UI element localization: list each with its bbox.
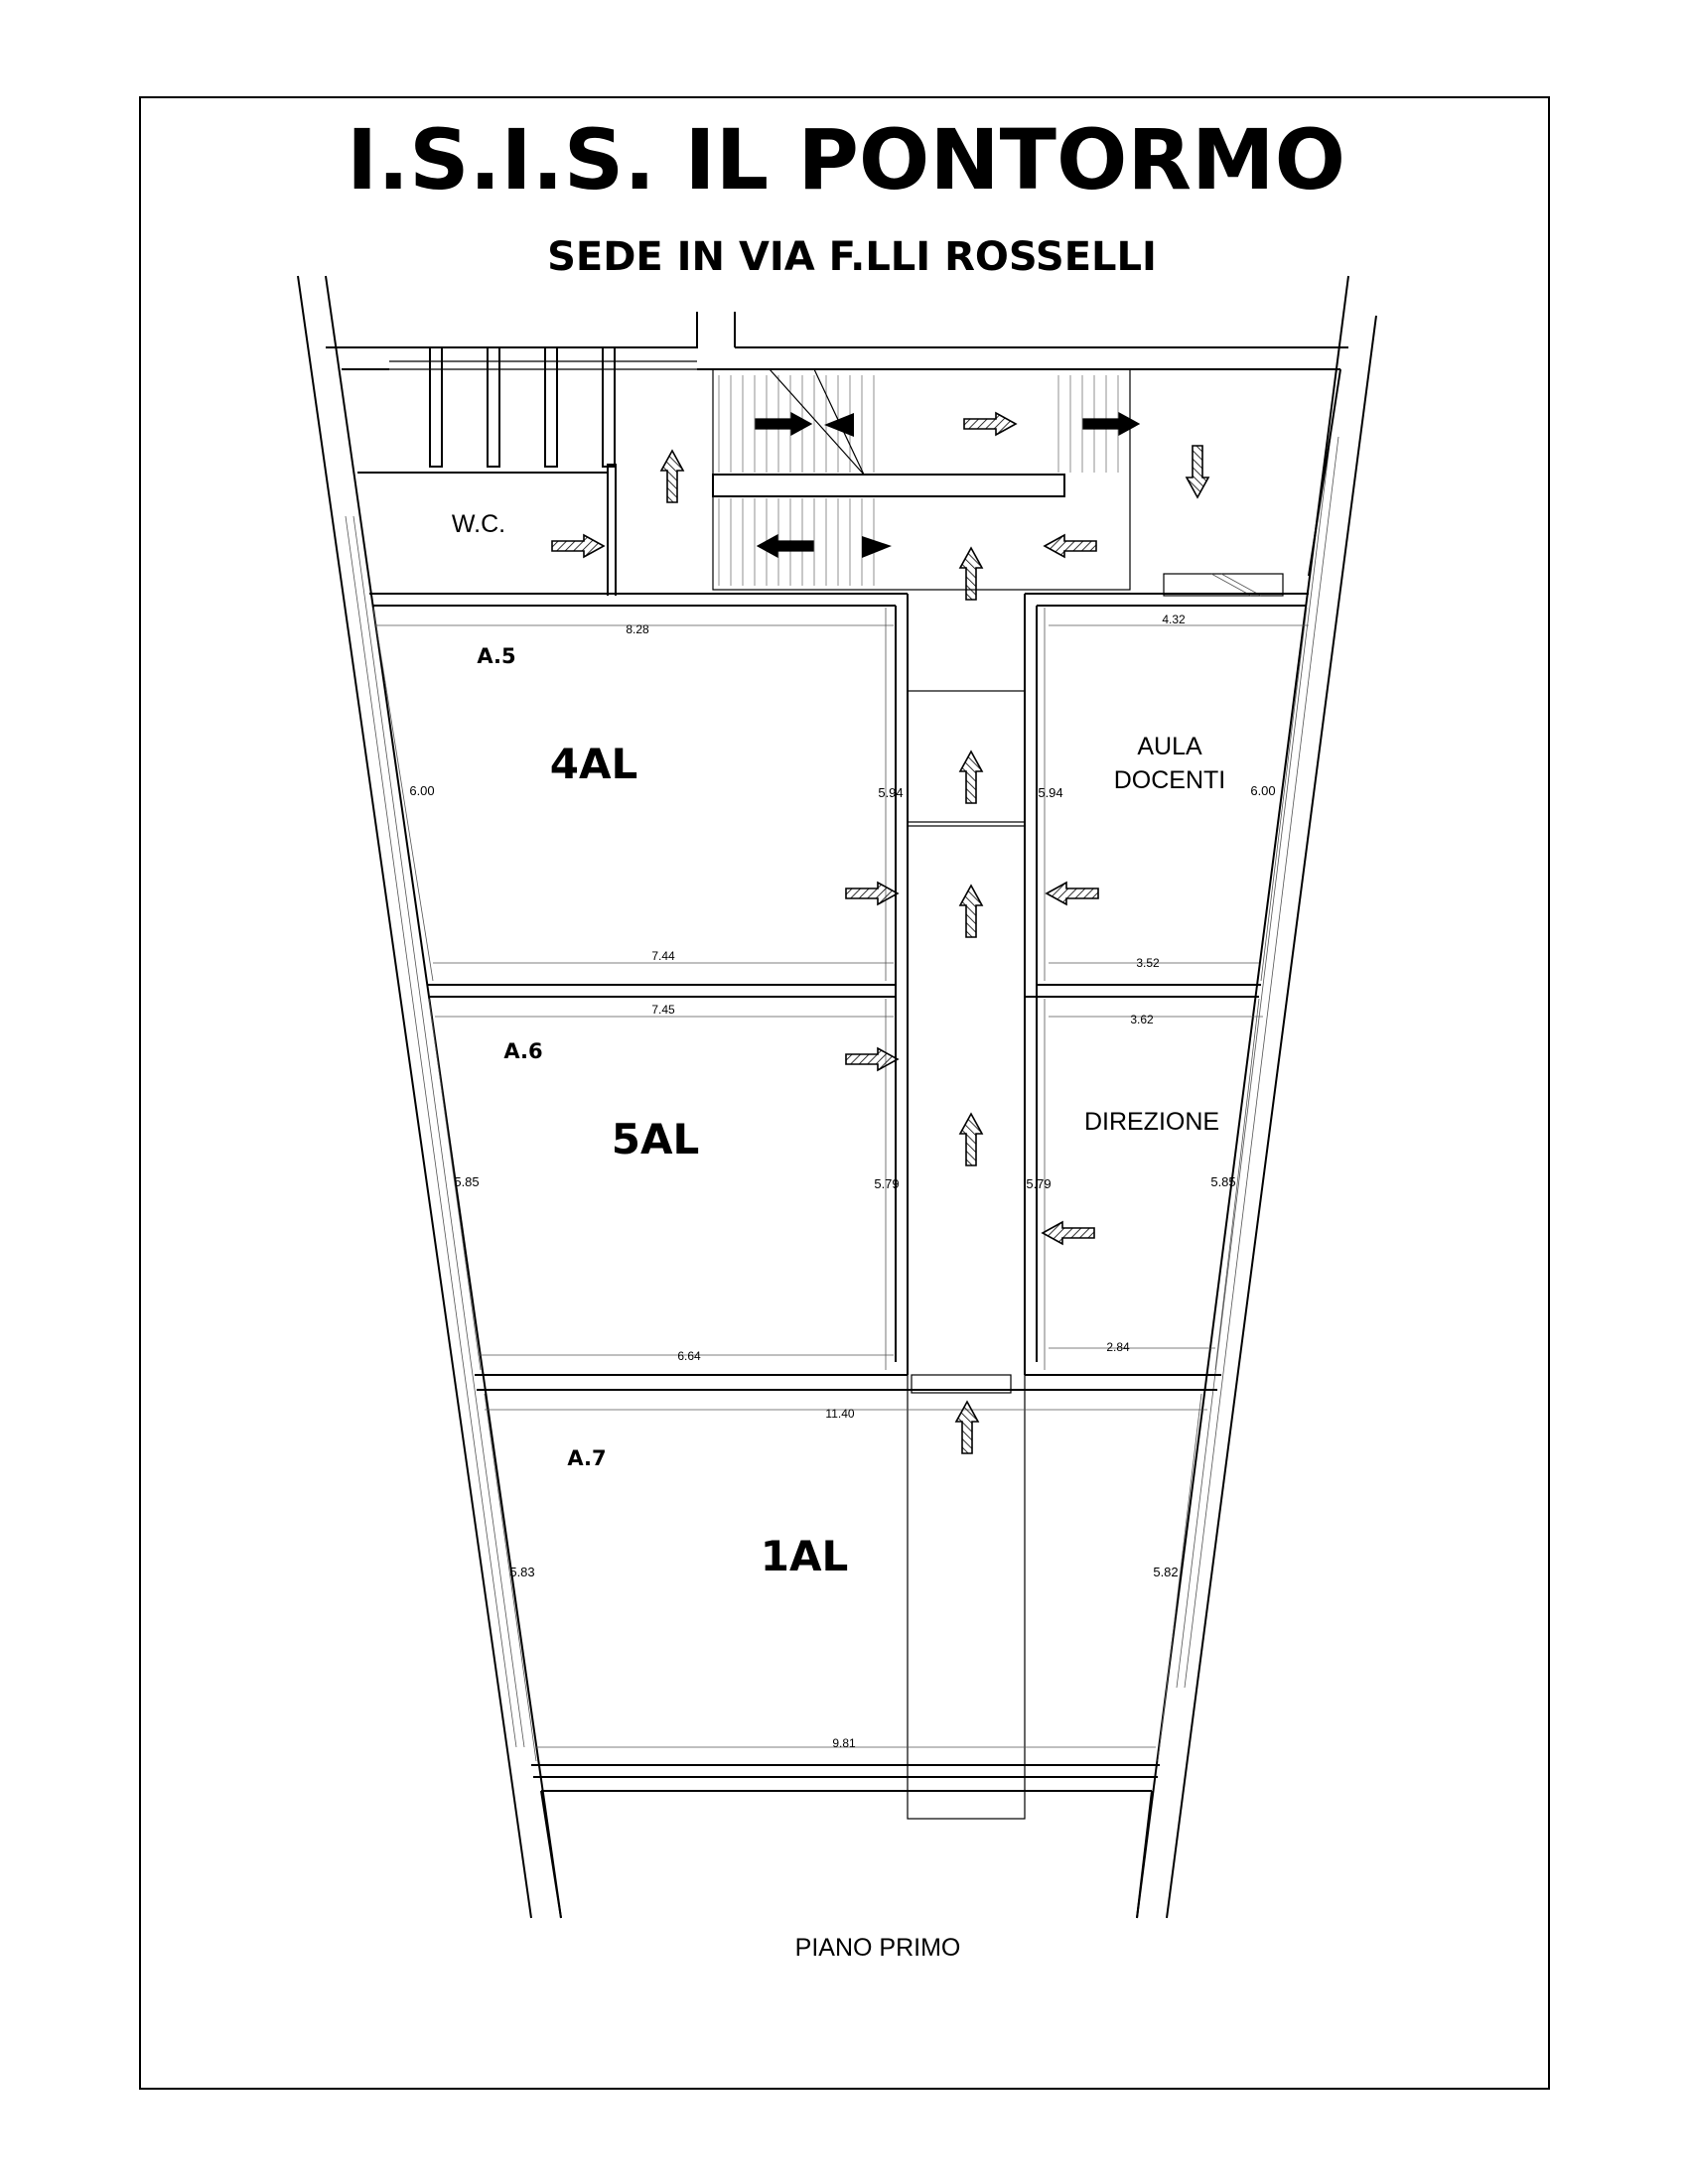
floor-label: PIANO PRIMO [794, 1934, 961, 1962]
room-code-a7: A.7 [567, 1446, 607, 1470]
dim-a6-right: 5.79 [874, 1176, 900, 1191]
exit-arrow-landing-left [1045, 535, 1096, 557]
aula-docenti-line1: AULA [1137, 733, 1202, 760]
room-code-a5: A.5 [477, 644, 516, 668]
dim-a5-top: 8.28 [626, 622, 649, 636]
dim-direzione-top: 3.62 [1130, 1013, 1154, 1026]
evacuation-arrows [549, 413, 1208, 1453]
dim-docenti-left: 5.94 [1038, 785, 1063, 800]
room-name-1al: 1AL [760, 1532, 849, 1580]
dim-direzione-left: 5.79 [1026, 1176, 1052, 1191]
stair-arrow-1 [756, 413, 811, 435]
direzione-label: DIREZIONE [1083, 1108, 1220, 1136]
dim-a7-top: 11.40 [825, 1407, 855, 1421]
dim-direzione-right: 5.85 [1210, 1174, 1236, 1189]
exit-arrow-corridor-3 [960, 886, 982, 937]
dim-a5-right: 5.94 [878, 785, 904, 800]
exit-arrow-docenti [1047, 883, 1098, 904]
room-name-4al: 4AL [549, 740, 638, 788]
exit-arrow-stair-up [661, 451, 683, 502]
room-labels [477, 644, 1225, 1580]
dim-a5-left: 6.00 [409, 783, 435, 798]
exit-arrow-corridor-4 [960, 1114, 982, 1165]
exit-arrow-right-down [1187, 446, 1208, 497]
exit-arrow-5al [846, 1048, 898, 1070]
page-subtitle: SEDE IN VIA F.LLI ROSSELLI [547, 234, 1157, 280]
exit-arrow-direzione [1043, 1222, 1094, 1244]
room-name-5al: 5AL [611, 1115, 700, 1163]
dim-a6-bottom: 6.64 [677, 1349, 701, 1363]
dim-a7-left: 5.83 [509, 1565, 535, 1579]
stair-direction-mark-1 [824, 413, 854, 437]
stair-landing-wall [713, 475, 1064, 496]
exit-arrow-stair-top [964, 413, 1016, 435]
stair-direction-mark-2 [862, 536, 892, 558]
dim-a6-left: 5.85 [454, 1174, 480, 1189]
dim-a7-bottom: 9.81 [832, 1736, 856, 1750]
exit-arrow-corridor-1 [960, 548, 982, 600]
dim-a7-right: 5.82 [1153, 1565, 1179, 1579]
exit-arrow-4al [846, 883, 898, 904]
page-title: I.S.I.S. IL PONTORMO [346, 111, 1346, 208]
dim-docenti-top: 4.32 [1162, 613, 1186, 626]
room-code-a6: A.6 [503, 1039, 543, 1063]
exit-arrow-corridor-2 [960, 751, 982, 803]
stair-arrow-3 [758, 535, 813, 557]
dim-docenti-bottom: 3.52 [1136, 956, 1160, 970]
dim-a6-top: 7.45 [651, 1003, 675, 1017]
dim-a5-bottom: 7.44 [651, 949, 675, 963]
aula-docenti-line2: DOCENTI [1113, 766, 1226, 794]
dim-docenti-right: 6.00 [1250, 783, 1276, 798]
exit-arrow-wc [552, 535, 604, 557]
wc-label: W.C. [451, 510, 506, 538]
dim-direzione-bottom: 2.84 [1106, 1340, 1130, 1354]
